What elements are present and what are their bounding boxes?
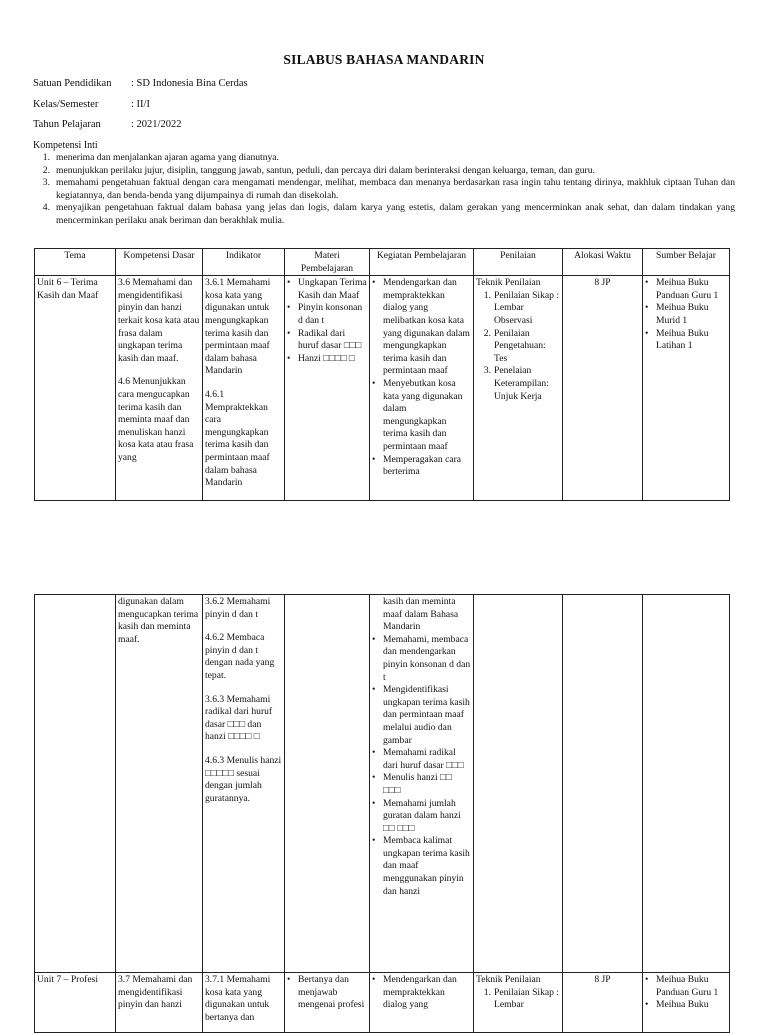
list-item: • Mengidentifikasi ungkapan terima kasih dan permintaan maaf melalui audio dan gambar [372,684,470,746]
list-item: • Memahami, membaca dan mendengarkan pinyin konsonan d dan t [372,633,471,683]
list-item: • Membaca kalimat ungkapan terima kasih dan maaf menggunakan pinyin dan hanzi [372,835,470,897]
info-value: : II/I [131,99,150,110]
header-kegiatan: Kegiatan Pembelajaran [370,249,474,276]
list-item: • Menyebutkan kosa kata yang digunakan dalam mengungkapkan terima kasih dan permintaan maaf [372,378,471,454]
cell-tema: Unit 6 – Terima Kasih dan Maaf [35,276,116,501]
item-number: 2. [483,327,491,339]
list-item-text: Meihua Buku Panduan Guru 1 [656,277,719,301]
cell-penilaian [474,276,563,501]
kd-4-6: 4.6 Menunjukkan cara mengucapkan terima kasih dan meminta maaf dan menuliskan hanzi kosa kata atau frasa yang [118,376,194,463]
list-item-text: Memahami jumlah guratan dalam hanzi □□ □□□ [383,797,461,834]
syllabus-table-page-2 [34,594,730,1033]
list-item: • Memahami jumlah guratan dalam hanzi □□ □□□ [372,798,471,836]
list-item-text: Meihua Buku Panduan Guru 1 [656,974,719,998]
info-label: Kelas/Semester [33,99,99,110]
table-row [35,595,730,973]
list-item: • Hanzi □□□□ □ [287,352,355,364]
header-sumber-belajar: Sumber Belajar [643,249,730,276]
list-item: • Radikal dari huruf dasar □□□ [287,328,367,353]
kompetensi-inti-item [33,152,735,165]
cell-alokasi-waktu [563,595,643,973]
item-number: 1. [483,289,491,301]
list-item-text: Membaca kalimat ungkapan terima kasih dan maaf menggunakan pinyin dan hanzi [383,835,470,897]
info-satuan-pendidikan [33,78,248,89]
list-item [476,365,560,403]
list-item-text: Penilaian Sikap : Lembar [494,986,560,1011]
list-item: • Menulis hanzi □□ □□□ [372,772,471,797]
info-value: : SD Indonesia Bina Cerdas [131,78,248,89]
list-item: • Mendengarkan dan mempraktekkan dialog yang [372,974,471,1012]
cell-alokasi-waktu: 8 JP [563,973,643,1033]
cell-kegiatan [370,595,474,973]
list-item: • Pinyin konsonan d dan t [287,302,367,327]
list-item-text: Hanzi □□□□ □ [298,352,355,364]
item-number: 1. [42,152,50,163]
list-item-text: Meihua Buku [656,999,709,1011]
list-item-text: Menyebutkan kosa kata yang digunakan dalam mengungkapkan terima kasih dan permintaan maaf [383,377,463,452]
list-item: • Mendengarkan dan mempraktekkan dialog yang melibatkan kosa kata yang digunakan dalam mengungkapkan terima kasih dan permintaan maaf [372,277,470,377]
list-item: • Meihua Buku Murid 1 [645,302,727,327]
cell-sumber-belajar [643,595,730,973]
item-text: menyajikan pengetahuan faktual dalam bahasa yang jelas dan logis, dalam karya yang estetis, dalam gerakan yang mencerminkan anak sehat, dan dalam tindakan yang mencerminkan perilaku anak beriman dan berakhlak mulia. [56,202,735,226]
kd-3-6: 3.6 Memahami dan mengidentifikasi pinyin dan hanzi terkait kosa kata atau frasa dalam ungkapan terima kasih dan maaf. [118,277,200,364]
cell-kompetensi-dasar: 3.7 Memahami dan mengidentifikasi pinyin dan hanzi [116,973,203,1033]
list-item-text: Penilaian Sikap : Lembar Observasi [494,289,560,326]
cell-materi [285,276,370,501]
cell-indikator: 3.7.1 Memahami kosa kata yang digunakan untuk bertanya dan [203,973,285,1033]
list-item-text: Mendengarkan dan mempraktekkan dialog yang [383,974,457,1011]
item-text: menunjukkan perilaku jujur, disiplin, tanggung jawab, santun, peduli, dan percaya diri dalam berinteraksi dengan keluarga, teman, dan guru. [56,164,595,176]
kompetensi-inti-item [33,177,735,202]
list-item-text: Mengidentifikasi ungkapan terima kasih dan permintaan maaf melalui audio dan gambar [383,684,470,746]
document-title: SILABUS BAHASA MANDARIN [283,52,485,67]
list-item [476,328,560,366]
cell-alokasi-waktu: 8 JP [563,276,643,501]
info-value: : 2021/2022 [131,119,182,130]
header-penilaian: Penilaian [474,249,563,276]
item-number: 1. [483,986,491,998]
kompetensi-inti-heading: Kompetensi Inti [33,140,98,151]
cell-materi [285,595,370,973]
cell-indikator [203,595,285,973]
header-kompetensi-dasar: Kompetensi Dasar [116,249,203,276]
indikator-3-6-3: 3.6.3 Memahami radikal dari huruf dasar □□□ dan hanzi □□□□ □ [205,693,273,743]
penilaian-heading: Teknik Penilaian [476,974,541,985]
cell-indikator [203,276,285,501]
indikator-4-6-1: 4.6.1 Mempraktekkan cara mengungkapkan terima kasih dan permintaan maaf dalam bahasa Mandarin [205,388,270,489]
list-item-text: Penelaian Keterampilan: Unjuk Kerja [494,365,549,402]
header-alokasi-waktu: Alokasi Waktu [563,249,643,276]
list-item-text: Ungkapan Terima Kasih dan Maaf [298,277,367,301]
item-text: menerima dan menjalankan ajaran agama yang dianutnya. [56,152,279,163]
table-row [35,276,730,501]
kompetensi-inti-item [33,202,735,227]
cell-penilaian [474,595,563,973]
penilaian-heading: Teknik Penilaian [476,277,541,289]
cell-tema: Unit 7 – Profesi [35,973,116,1033]
cell-sumber-belajar [643,276,730,501]
header-materi: Materi Pembelajaran [285,249,370,276]
cell-tema [35,595,116,973]
list-item-text: Bertanya dan menjawab mengenai profesi [298,974,365,1011]
list-item-text: Memahami radikal dari huruf dasar □□□ [383,747,464,771]
header-indikator: Indikator [203,249,285,276]
list-item: • Ungkapan Terima Kasih dan Maaf [287,277,367,301]
indikator-3-6-2: 3.6.2 Memahami pinyin d dan t [205,596,271,620]
list-item-text: Menulis hanzi □□ □□□ [383,772,452,796]
item-number: 2. [42,164,50,176]
list-item: • Bertanya dan menjawab mengenai profesi [287,974,367,1012]
list-item-text: Memahami, membaca dan mendengarkan pinyin konsonan d dan t [383,633,471,683]
item-text: memahami pengetahuan faktual dengan cara mengamati mendengar, melihat, membaca dan menanya berdasarkan rasa ingin tahu tentang dirinya, makhluk ciptaan Tuhan dan kegiatannya, dan benda-benda yang dijumpainya di rumah dan disekolah. [56,177,735,201]
item-number: 3. [42,177,50,188]
list-item-text: Pinyin konsonan d dan t [298,302,363,326]
list-item-text: Memperagakan cara berterima [383,453,462,478]
info-label: Satuan Pendidikan [33,78,112,89]
table-header-row [35,249,730,276]
list-item-text: Mendengarkan dan mempraktekkan dialog yang melibatkan kosa kata yang digunakan dalam mengungkapkan terima kasih dan permintaan maaf [383,277,470,377]
header-tema: Tema [35,249,116,276]
list-item-text: Penilaian Pengetahuan: Tes [494,327,546,364]
list-item: • Meihua Buku Panduan Guru 1 [645,277,727,302]
cell-kompetensi-dasar [116,276,203,501]
list-item: • Meihua Buku Latihan 1 [645,328,727,353]
list-item: • Memahami radikal dari huruf dasar □□□ [372,747,471,772]
item-number: 3. [483,365,491,377]
kompetensi-inti-list [33,152,735,227]
list-item [476,290,560,328]
cell-kompetensi-dasar [116,595,203,973]
info-label: Tahun Pelajaran [33,119,101,130]
kegiatan-continuation: kasih dan meminta maaf dalam Bahasa Mandarin [383,596,459,633]
item-number: 4. [42,202,50,213]
info-tahun-pelajaran [33,119,181,130]
indikator-4-6-2: 4.6.2 Membaca pinyin d dan t dengan nada yang tepat. [205,632,275,681]
kompetensi-inti-item [33,165,735,178]
list-item-text: Meihua Buku Murid 1 [656,302,709,326]
syllabus-table-page-1 [34,248,730,501]
list-item-text: Meihua Buku Latihan 1 [656,327,709,352]
info-kelas-semester [33,99,150,110]
indikator-4-6-3: 4.6.3 Menulis hanzi □□□□□ sesuai dengan jumlah guratannya. [205,754,282,804]
list-item: • Meihua Buku Panduan Guru 1 [645,974,727,999]
cell-kegiatan [370,276,474,501]
indikator-3-6-1: 3.6.1 Memahami kosa kata yang digunakan untuk mengungkapkan terima kasih dan permintaan maaf dalam bahasa Mandarin [205,277,271,377]
list-item [476,987,560,1012]
list-item: • Memperagakan cara berterima [372,454,471,479]
list-item: • Meihua Buku [645,999,709,1011]
kd-continuation: digunakan dalam mengucapkan terima kasih dan meminta maaf. [118,596,199,645]
list-item-text: Radikal dari huruf dasar □□□ [298,327,362,352]
